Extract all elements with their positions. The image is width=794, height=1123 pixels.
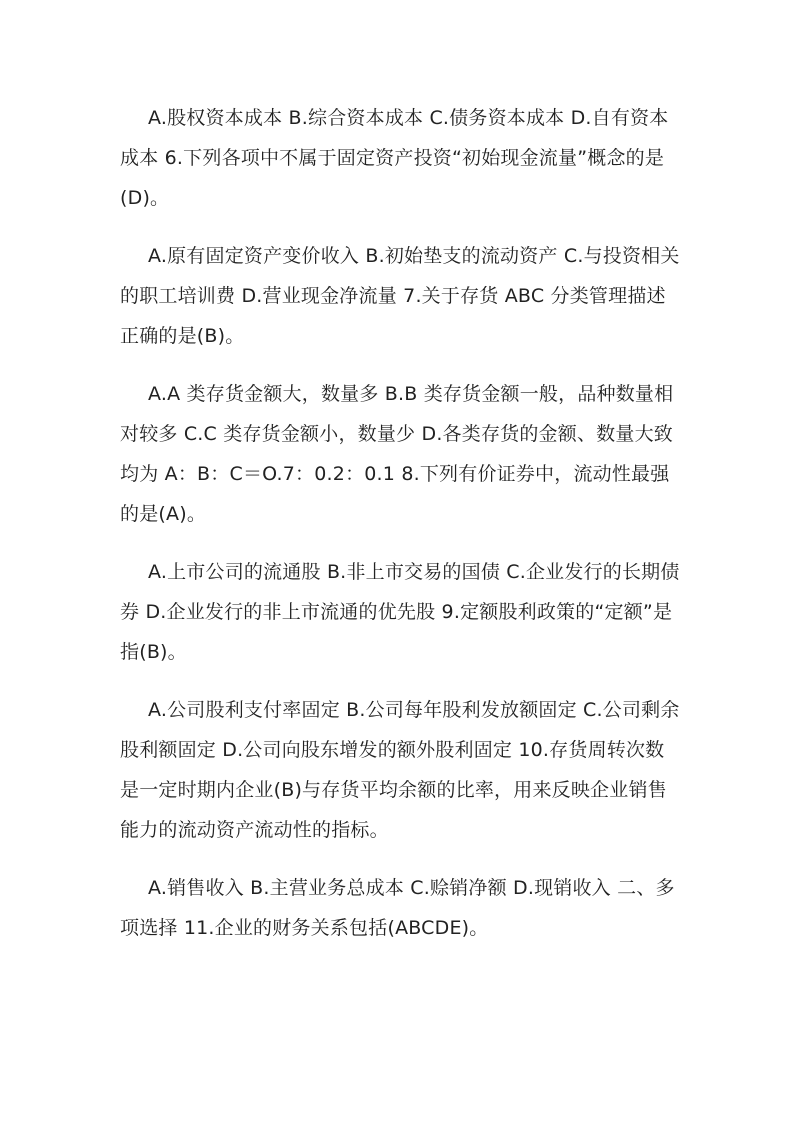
- paragraph-q10-options: A.公司股利支付率固定 B.公司每年股利发放额固定 C.公司剩余股利额固定 D.公司向股东增发的额外股利固定 10.存货周转次数是一定时期内企业(B)与存货平均余额的比率，用来反映企业销售能力的流动资产流动性的指标。: [120, 699, 680, 841]
- paragraph-q11-options: A.销售收入 B.主营业务总成本 C.赊销净额 D.现销收入 二、多项选择 11.企业的财务关系包括(ABCDE)。: [120, 877, 675, 939]
- paragraph-q7-options: A.原有固定资产变价收入 B.初始垫支的流动资产 C.与投资相关的职工培训费 D.营业现金净流量 7.关于存货 ABC 分类管理描述正确的是(B)。: [120, 245, 680, 347]
- document-body: [120, 98, 682, 966]
- paragraph-q9-options: A.上市公司的流通股 B.非上市交易的国债 C.企业发行的长期债券 D.企业发行的非上市流通的优先股 9.定额股利政策的“定额”是指(B)。: [120, 561, 680, 663]
- paragraph-q8-options: A.A 类存货金额大，数量多 B.B 类存货金额一般，品种数量相对较多 C.C 类存货金额小，数量少 D.各类存货的金额、数量大致均为 A：B：C＝O.7：0.2：0.1 8.下列有价证券中，流动性最强的是(A)。: [120, 383, 674, 525]
- paragraph-q6-options: A.股权资本成本 B.综合资本成本 C.债务资本成本 D.自有资本成本 6.下列各项中不属于固定资产投资“初始现金流量”概念的是(D)。: [120, 107, 669, 209]
